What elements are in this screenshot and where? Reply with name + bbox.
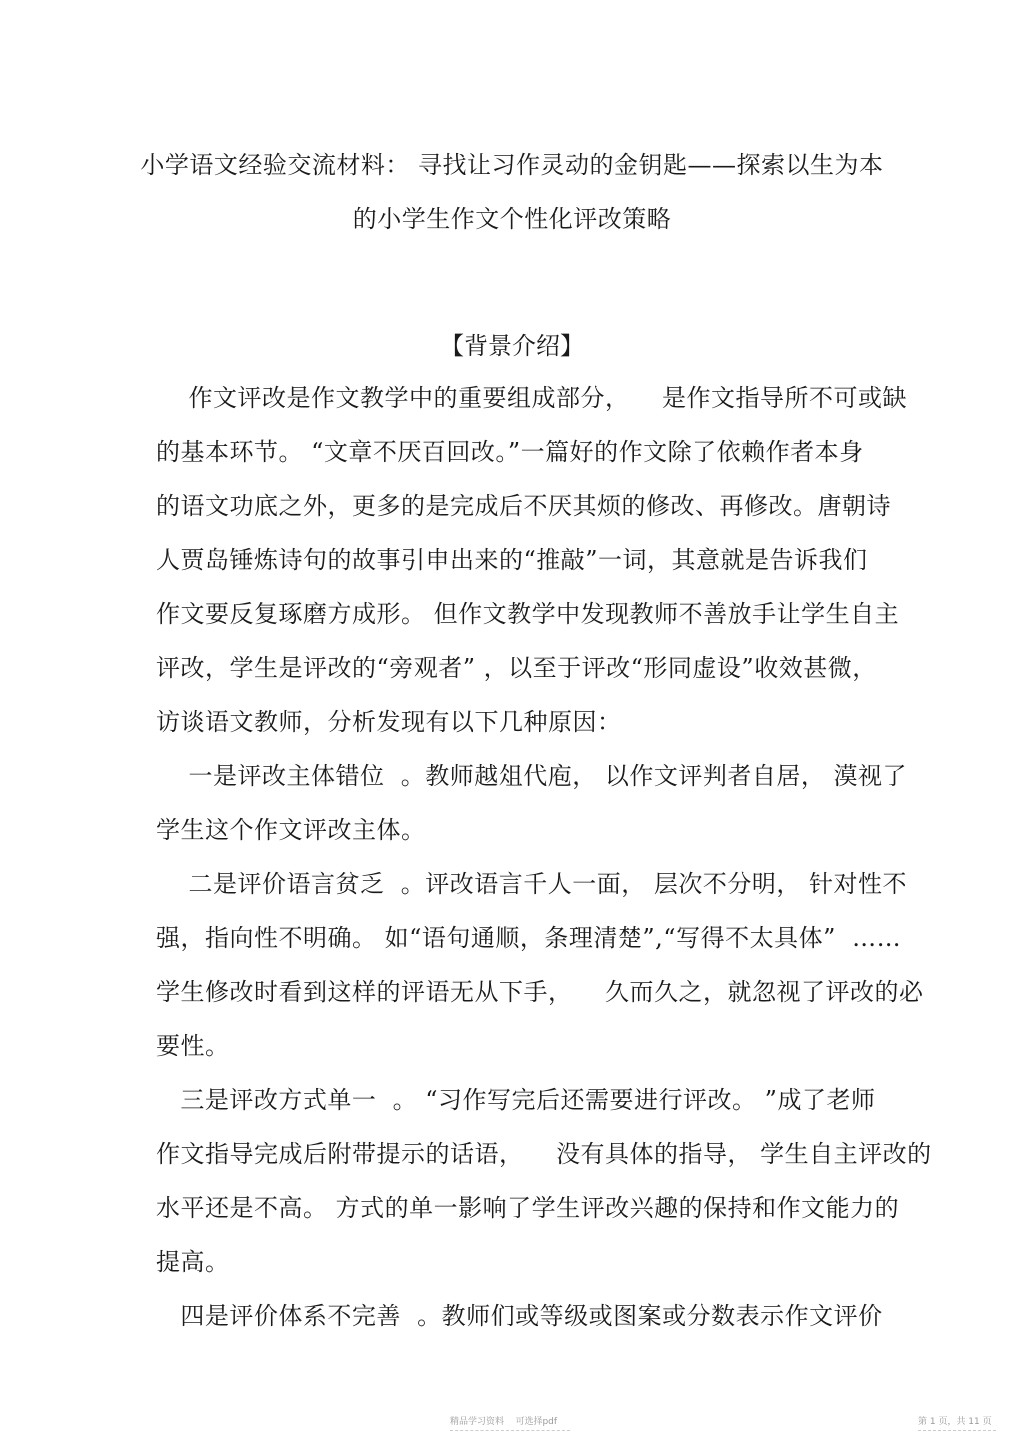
section-heading: 【背景介绍】 bbox=[440, 332, 584, 360]
footer-divider bbox=[918, 1430, 996, 1431]
body-line: 评改，学生是评改的“旁观者” ，以至于评改“形同虚设”收效甚微， bbox=[156, 654, 877, 682]
body-line: 作文评改是作文教学中的重要组成部分， 是作文指导所不可或缺 bbox=[156, 384, 908, 412]
body-line: 三是评改方式单一 。 “习作写完后还需要进行评改。 ”成了老师 bbox=[156, 1086, 876, 1114]
body-line: 学生修改时看到这样的评语无从下手， 久而久之，就忽视了评改的必 bbox=[156, 978, 924, 1006]
document-title-line-2: 的小学生作文个性化评改策略 bbox=[352, 205, 672, 233]
body-line: 作文要反复琢磨方成形。 但作文教学中发现教师不善放手让学生自主 bbox=[156, 600, 900, 628]
page-number: 第 1 页，共 11 页 bbox=[918, 1417, 992, 1427]
body-line: 的基本环节。 “文章不厌百回改。”一篇好的作文除了依赖作者本身 bbox=[156, 438, 864, 466]
body-line: 学生这个作文评改主体。 bbox=[156, 816, 426, 844]
body-line: 访谈语文教师，分析发现有以下几种原因： bbox=[156, 708, 622, 736]
body-line: 二是评价语言贫乏 。评改语言千人一面， 层次不分明， 针对性不 bbox=[156, 870, 908, 898]
body-line: 人贾岛锤炼诗句的故事引申出来的“推敲”一词，其意就是告诉我们 bbox=[156, 546, 868, 574]
body-line: 提高。 bbox=[156, 1248, 230, 1276]
document-title-line-1: 小学语文经验交流材料： 寻找让习作灵动的金钥匙——探索以生为本 bbox=[140, 151, 884, 179]
footer-divider bbox=[450, 1430, 570, 1431]
footer-watermark-text: 精品学习资料 可选择pdf bbox=[450, 1417, 558, 1427]
body-line: 强，指向性不明确。 如“语句通顺，条理清楚”,“写得不太具体” …… bbox=[156, 924, 902, 952]
body-line: 四是评价体系不完善 。教师们或等级或图案或分数表示作文评价 bbox=[156, 1302, 883, 1330]
body-line: 水平还是不高。 方式的单一影响了学生评改兴趣的保持和作文能力的 bbox=[156, 1194, 900, 1222]
body-line: 一是评改主体错位 。教师越俎代庖， 以作文评判者自居， 漠视了 bbox=[156, 762, 908, 790]
body-line: 作文指导完成后附带提示的话语， 没有具体的指导， 学生自主评改的 bbox=[156, 1140, 932, 1168]
body-line: 要性。 bbox=[156, 1032, 230, 1060]
body-line: 的语文功底之外，更多的是完成后不厌其烦的修改、再修改。唐朝诗 bbox=[156, 492, 891, 520]
